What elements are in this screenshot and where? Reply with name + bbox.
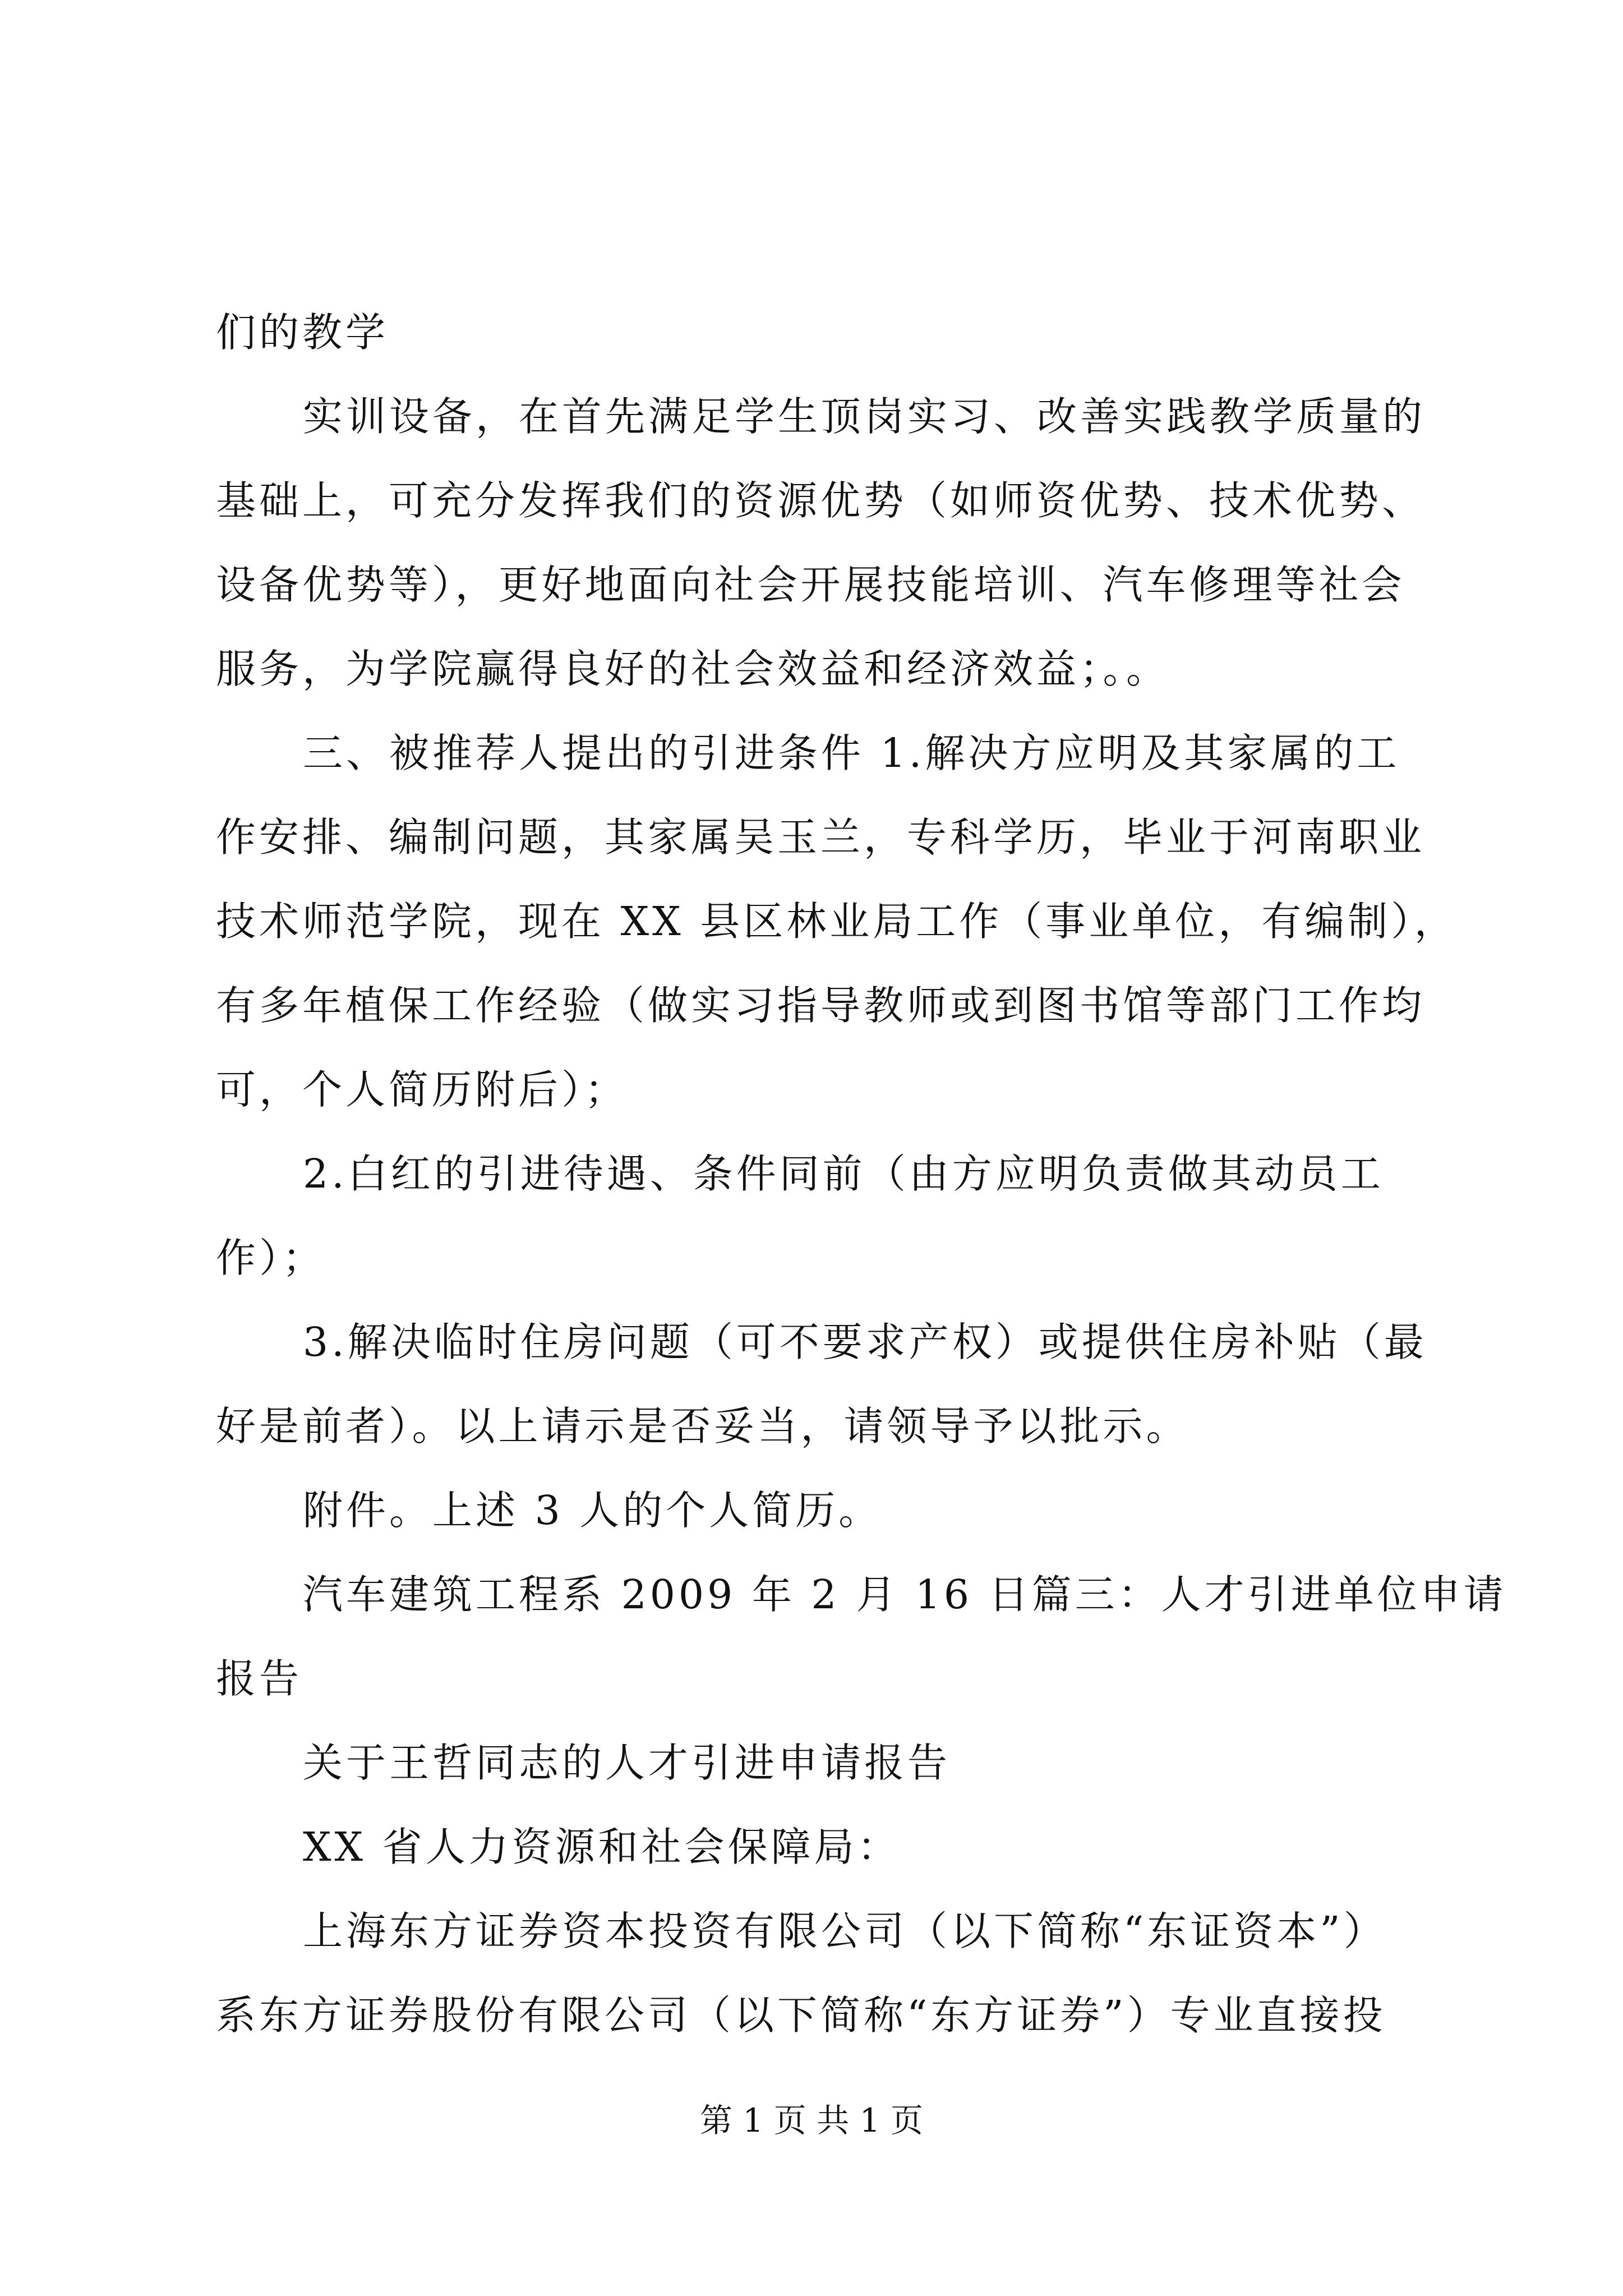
text-line: 上海东方证券资本投资有限公司（以下简称“东证资本”） <box>303 1908 1387 1954</box>
text-line: 们的教学 <box>216 309 389 356</box>
text-line: 关于王哲同志的人才引进申请报告 <box>303 1740 951 1786</box>
text-line: 实训设备，在首先满足学生顶岗实习、改善实践教学质量的 <box>303 393 1426 440</box>
text-line: 3.解决临时住房问题（可不要求产权）或提供住房补贴（最 <box>303 1319 1427 1365</box>
text-line: 作）； <box>216 1235 326 1281</box>
text-line: 报告 <box>216 1655 303 1702</box>
text-line: 技术师范学院，现在 XX 县区林业局工作（事业单位，有编制）， <box>216 898 1458 945</box>
text-line: 设备优势等），更好地面向社会开展技能培训、汽车修理等社会 <box>216 562 1405 608</box>
text-line: 三、被推荐人提出的引进条件 1.解决方应明及其家属的工 <box>303 730 1400 776</box>
text-line: 2.白红的引进待遇、条件同前（由方应明负责做其动员工 <box>303 1151 1384 1197</box>
text-line: 汽车建筑工程系 2009 年 2 月 16 日篇三：人才引进单位申请 <box>303 1571 1507 1618</box>
text-line: 有多年植保工作经验（做实习指导教师或到图书馆等部门工作均 <box>216 982 1426 1029</box>
text-line: 可，个人简历附后）； <box>216 1066 628 1113</box>
text-line: 系东方证券股份有限公司（以下简称“东方证券”）专业直接投 <box>216 1992 1386 2039</box>
text-line: 好是前者）。以上请示是否妥当，请领导予以批示。 <box>216 1403 1189 1450</box>
page-number-footer: 第 1 页 共 1 页 <box>700 2101 923 2139</box>
text-line: XX 省人力资源和社会保障局： <box>303 1824 901 1870</box>
text-line: 作安排、编制问题，其家属吴玉兰，专科学历，毕业于河南职业 <box>216 814 1426 861</box>
text-line: 基础上，可充分发挥我们的资源优势（如师资优势、技术优势、 <box>216 477 1426 524</box>
text-line: 附件。上述 3 人的个人简历。 <box>303 1487 882 1534</box>
text-line: 服务，为学院赢得良好的社会效益和经济效益；。。 <box>216 646 1170 692</box>
